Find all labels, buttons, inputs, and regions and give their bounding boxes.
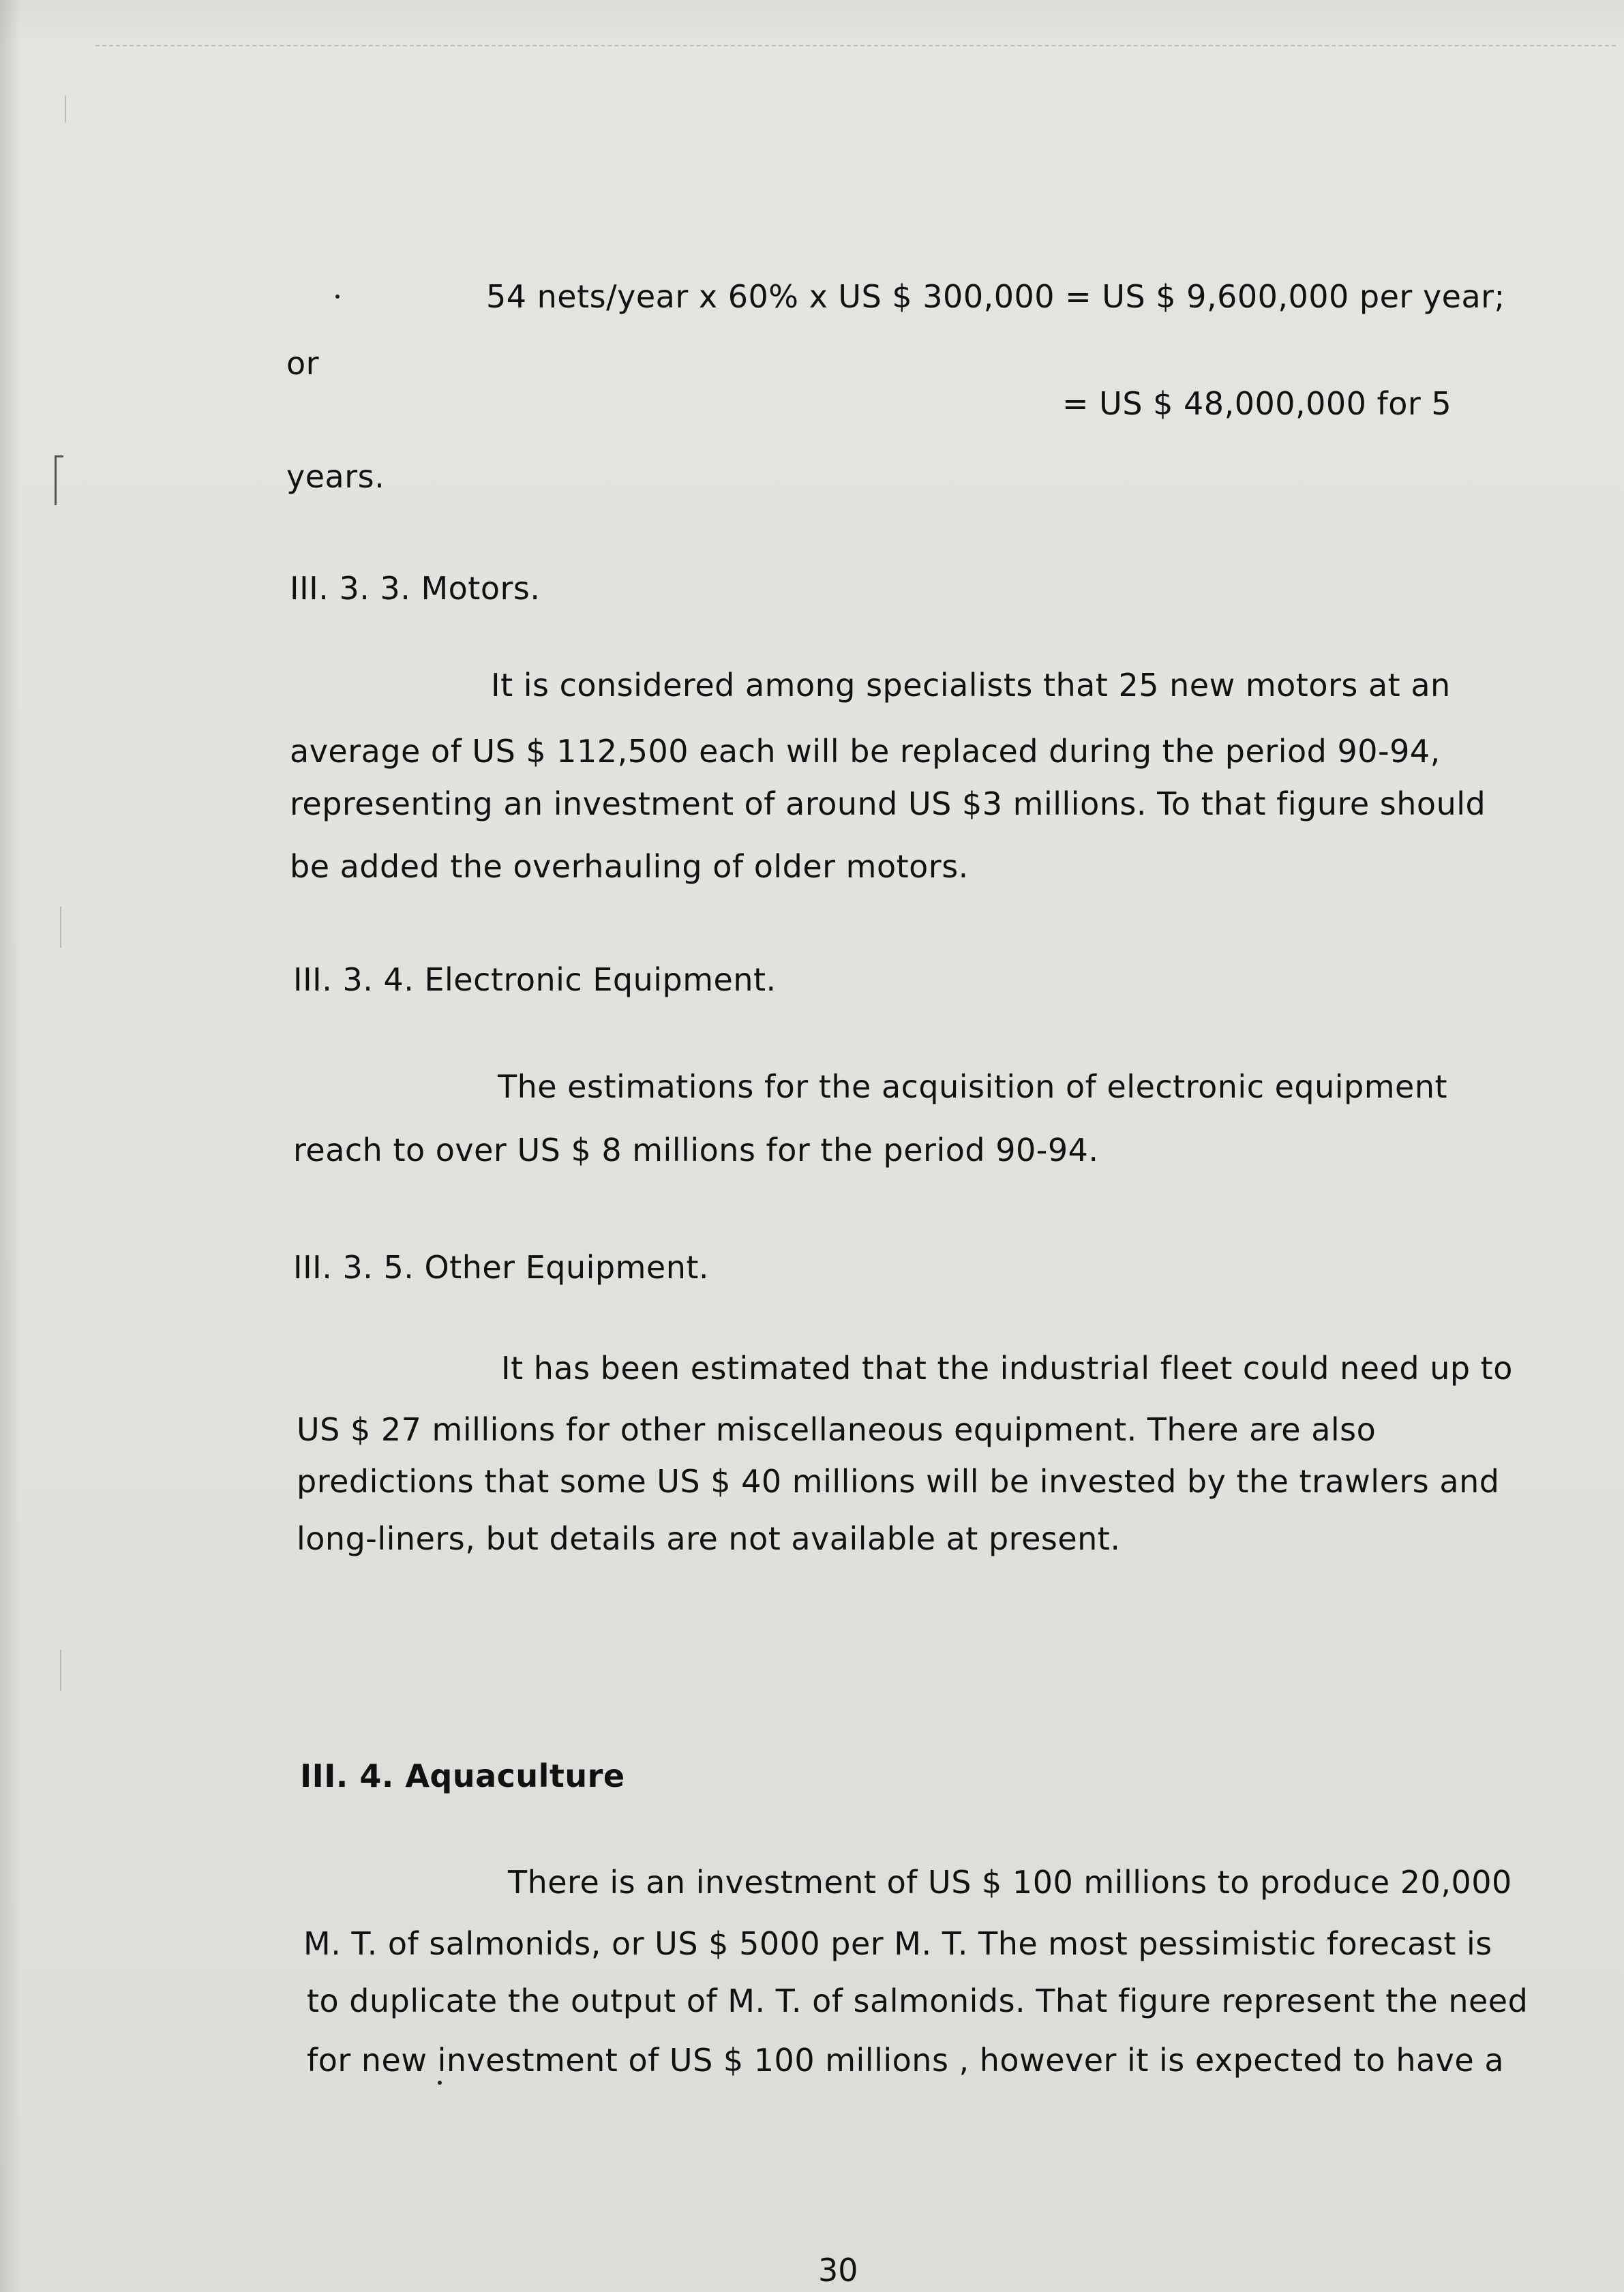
electronic-line-1: The estimations for the acquisition of electronic equipment bbox=[498, 1068, 1448, 1105]
motors-line-4: be added the overhauling of older motors. bbox=[290, 848, 969, 885]
page-number: 30 bbox=[818, 2252, 858, 2289]
other-line-1: It has been estimated that the industrial fleet could need up to bbox=[501, 1350, 1513, 1387]
motors-line-2: average of US $ 112,500 each will be replaced during the period 90-94, bbox=[290, 733, 1441, 770]
or-label: or bbox=[286, 345, 320, 382]
margin-scratch-mark bbox=[60, 907, 61, 948]
stray-dot bbox=[335, 295, 340, 299]
page-binding-shadow bbox=[0, 0, 20, 2292]
aquaculture-line-1: There is an investment of US $ 100 millions to produce 20,000 bbox=[508, 1864, 1512, 1901]
motors-line-1: It is considered among specialists that 25 new motors at an bbox=[491, 667, 1451, 704]
aquaculture-line-2: M. T. of salmonids, or US $ 5000 per M. T. The most pessimistic forecast is bbox=[303, 1925, 1492, 1962]
margin-scratch-mark bbox=[60, 1650, 61, 1691]
heading-other-equipment: III. 3. 5. Other Equipment. bbox=[293, 1249, 710, 1286]
other-line-3: predictions that some US $ 40 millions will be invested by the trawlers and bbox=[297, 1463, 1500, 1500]
motors-line-3: representing an investment of around US $3 millions. To that figure should bbox=[290, 785, 1486, 822]
heading-aquaculture: III. 4. Aquaculture bbox=[300, 1758, 625, 1794]
other-line-4: long-liners, but details are not available at present. bbox=[297, 1520, 1121, 1557]
aquaculture-line-3: to duplicate the output of M. T. of salmonids. That figure represent the need bbox=[307, 1982, 1529, 2019]
margin-bracket-mark bbox=[55, 455, 63, 505]
page-top-edge-line bbox=[95, 45, 1616, 46]
page-top-shadow bbox=[0, 0, 1624, 48]
other-line-2: US $ 27 millions for other miscellaneous equipment. There are also bbox=[297, 1411, 1377, 1448]
heading-motors: III. 3. 3. Motors. bbox=[290, 570, 541, 607]
heading-electronic-equipment: III. 3. 4. Electronic Equipment. bbox=[293, 961, 777, 998]
stray-dot bbox=[438, 2081, 442, 2085]
margin-scratch-mark bbox=[65, 95, 66, 123]
calculation-line-1: 54 nets/year x 60% x US $ 300,000 = US $ 9,600,000 per year; bbox=[486, 278, 1505, 315]
calculation-line-2: = US $ 48,000,000 for 5 bbox=[1062, 385, 1452, 422]
years-label: years. bbox=[286, 458, 385, 495]
electronic-line-2: reach to over US $ 8 millions for the period 90-94. bbox=[293, 1132, 1099, 1168]
aquaculture-line-4: for new investment of US $ 100 millions , however it is expected to have a bbox=[307, 2042, 1505, 2079]
